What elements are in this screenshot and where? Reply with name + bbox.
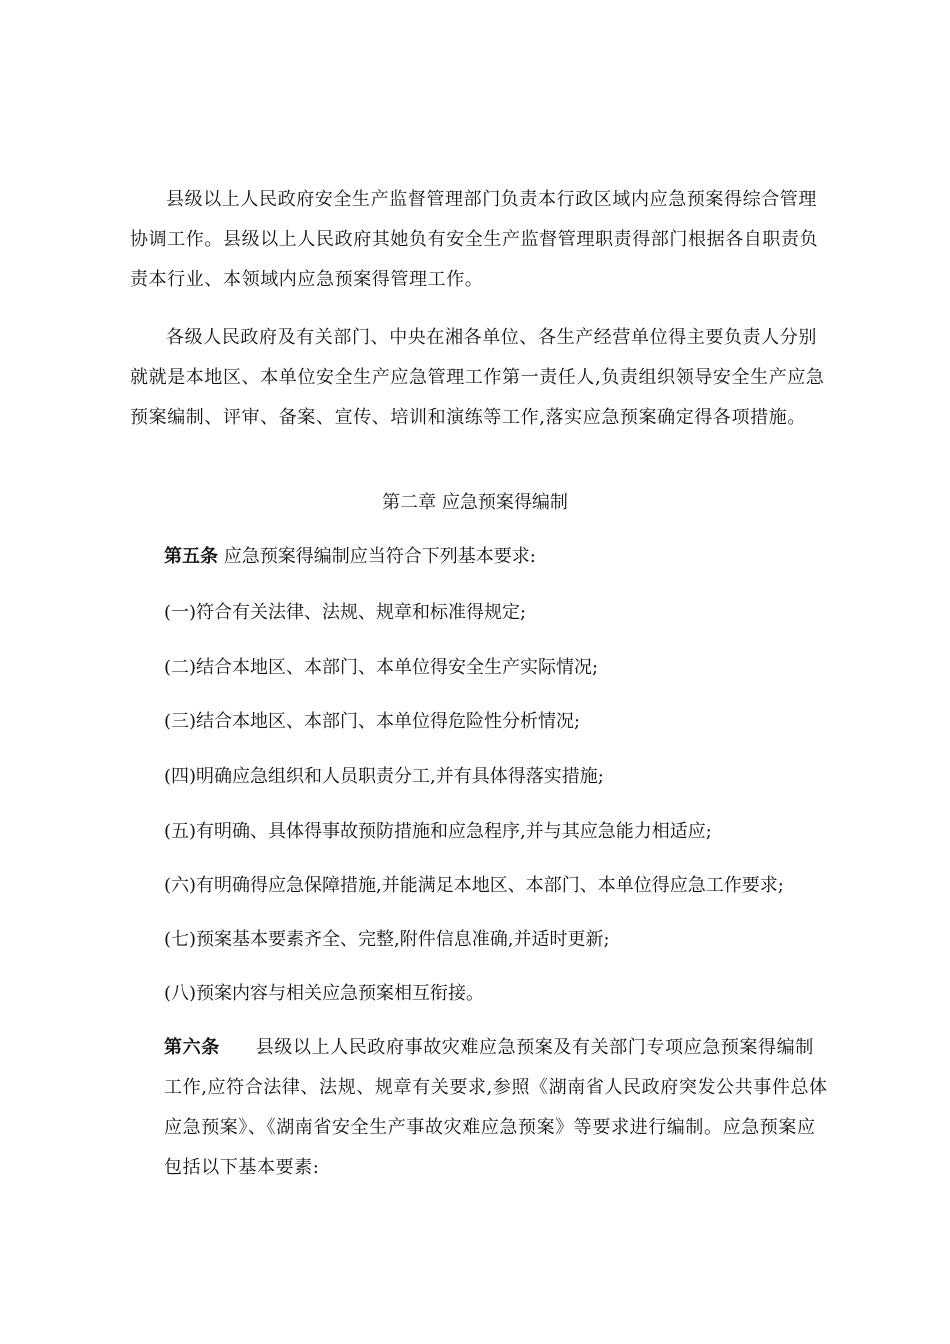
list-item: (四)明确应急组织和人员职责分工,并有具体得落实措施; [164, 766, 604, 787]
list-item: (一)符合有关法律、法规、规章和标准得规定; [164, 602, 527, 623]
paragraph-admin-responsibility: 县级以上人民政府安全生产监督管理部门负责本行政区域内应急预案得综合管理协调工作。县级以上人民政府其她负有安全生产监督管理职责得部门根据各自职责负责本行业、本领域内应急预案得管理工作。 [130, 189, 819, 290]
paragraph-leader-responsibility: 各级人民政府及有关部门、中央在湘各单位、各生产经营单位得主要负责人分别就就是本地区、本单位安全生产应急管理工作第一责任人,负责组织领导安全生产应急预案编制、评审、备案、宣传、培训和演练等工作,落实应急预案确定得各项措施。 [130, 327, 825, 428]
article-5-text: 应急预案得编制应当符合下列基本要求: [218, 546, 536, 567]
article-6-label: 第六条 [164, 1037, 220, 1058]
article-5-label: 第五条 [164, 546, 218, 567]
list-item: (三)结合本地区、本部门、本单位得危险性分析情况; [164, 711, 581, 732]
article-6-paragraph [164, 1028, 830, 1188]
list-item: (七)预案基本要素齐全、完整,附件信息准确,并适时更新; [164, 929, 610, 950]
list-item: (八)预案内容与相关应急预案相互衔接。 [164, 983, 485, 1004]
chapter-heading: 第二章 应急预案得编制 [382, 492, 568, 513]
list-item: (五)有明确、具体得事故预防措施和应急程序,并与其应急能力相适应; [164, 821, 712, 842]
list-item: (六)有明确得应急保障措施,并能满足本地区、本部门、本单位得应急工作要求; [164, 875, 784, 896]
article-6-text: 县级以上人民政府事故灾难应急预案及有关部门专项应急预案得编制工作,应符合法律、法规、规章有关要求,参照《湖南省人民政府突发公共事件总体应急预案》、《湖南省安全生产事故灾难应急预案》等要求进行编制。应急预案应包括以下基本要素: [164, 1037, 828, 1178]
article-5-intro [164, 542, 844, 572]
list-item: (二)结合本地区、本部门、本单位得安全生产实际情况; [164, 657, 599, 678]
